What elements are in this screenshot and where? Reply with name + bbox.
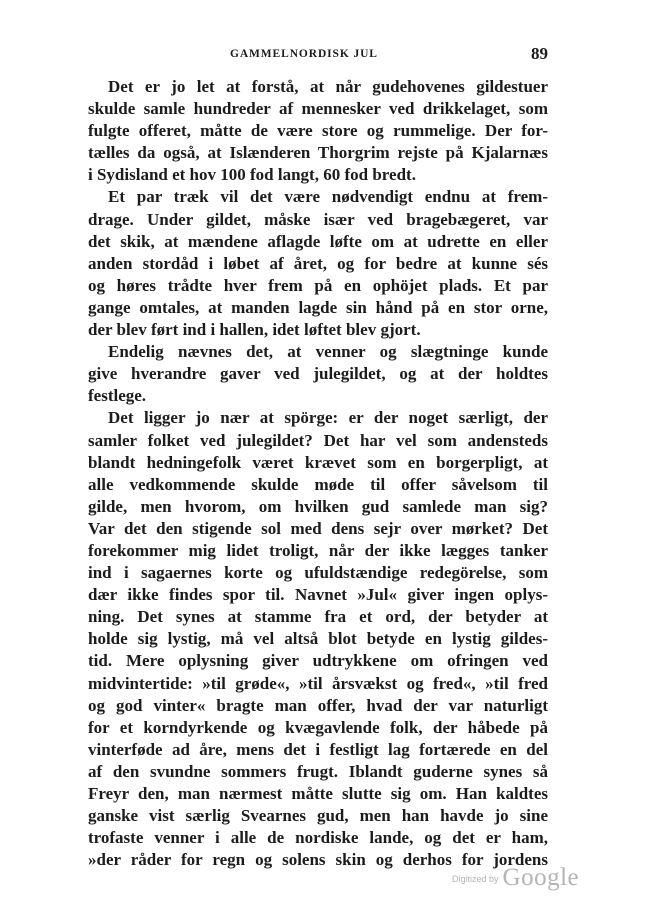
text-line: og god vinter« bragte man offer, hvad der var naturligt [88,695,548,715]
text-line: gange omtales, at manden lagde sin hånd på en stor orne, [88,297,548,317]
text-line: af den svundne sommers frugt. Iblandt guderne synes så [88,761,548,781]
watermark-prefix: Digitized by [452,874,499,884]
text-line: festlege. [88,386,147,406]
text-line: Var det den stigende sol med dens sejr over mørket? Det [88,518,548,538]
text-line: forekommer mig lidet troligt, når der ikke lægges tanker [88,540,548,560]
google-logo: Google [502,864,580,891]
text-line: tælles da også, at Islænderen Thorgrim rejste på Kjalarnæs [88,143,548,163]
digitized-by-google-watermark [452,864,592,894]
running-title: GAMMELNORDISK JUL [230,48,378,60]
text-line: »der råder for regn og solens skin og derhos for jordens [88,850,548,870]
text-line: ning. Det synes at stamme fra et ord, der betyder at [88,607,548,627]
text-line: blandt hedningefolk været krævet som en borgerpligt, at [88,452,548,472]
body-text [88,76,548,871]
text-line: Det er jo let at forstå, at når gudehovenes gildestuer [108,77,548,96]
text-line: tid. Mere oplysning giver udtrykkene om ofringen ved [88,651,548,671]
text-line: samler folket ved julegildet? Det har vel som andensteds [88,430,548,450]
text-line: midvintertide: »til grøde«, »til årsvækst og fred«, »til fred [88,673,548,693]
text-line: skulde samle hundreder af mennesker ved drikkelaget, som [88,99,548,119]
text-line: Endelig nævnes det, at venner og slægtninge kunde [108,342,548,362]
text-line: holde sig lystig, må vel altså blot betyde en lystig gildes- [88,629,548,649]
text-line: fulgte offeret, måtte de være store og rummelige. Der for- [88,121,548,141]
text-line: og høres trådte hver frem på en ophöjet plads. Et par [88,275,548,295]
text-line: drage. Under gildet, måske især ved bragebægeret, var [88,209,548,229]
text-line: der blev ført ind i hallen, idet løftet blev gjort. [88,320,421,340]
text-line: anden stordåd i løbet af året, og for bedre at kunne sés [88,253,548,273]
text-line: Freyr den, man nærmest måtte slutte sig om. Han kaldtes [88,784,548,803]
text-line: trofaste venner i alle de nordiske lande, og det er ham, [88,828,548,848]
text-line: ganske vist særlig Svearnes gud, men han havde jo sine [88,806,548,826]
text-line: ind i sagaernes korte og ufuldstændige redegörelse, som [88,563,548,583]
text-line: det skik, at mændene aflagde løfte om at udrette en eller [88,231,548,251]
text-line: alle vedkommende skulde møde til offer såvelsom til [88,474,548,494]
text-line: give hverandre gaver ved julegildet, og at der holdtes [88,364,548,384]
text-line: dær ikke findes spor til. Navnet »Jul« giver ingen oplys- [88,585,548,605]
text-line: Et par træk vil det være nødvendigt endnu at frem- [108,187,548,207]
text-line: i Sydisland et hov 100 fod langt, 60 fod bredt. [88,165,416,185]
text-line: vinterføde ad åre, mens det i festligt lag fortærede en del [88,739,548,759]
page-number: 89 [531,44,548,63]
running-header [88,44,548,66]
text-line: gilde, men hvorom, om hvilken gud samlede man sig? [88,496,548,516]
text-line: Det ligger jo nær at spörge: er der noget særligt, der [108,408,548,428]
text-line: for et korndyrkende og kvægavlende folk, der håbede på [88,717,548,737]
